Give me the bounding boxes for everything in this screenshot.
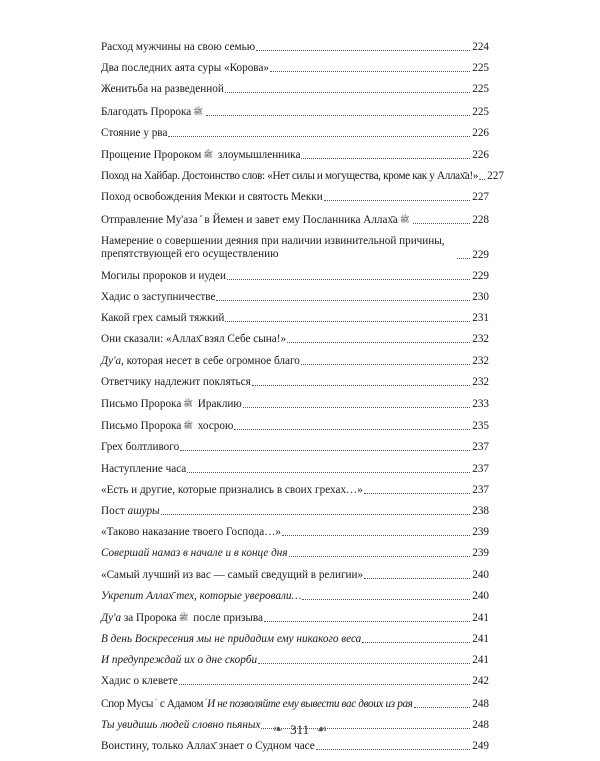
toc-entry-title: Два последних аята суры «Корова» [101,62,270,75]
toc-entry-title: Воистину, только Аллах̄ знает о Судном часе [101,740,315,752]
title-text-after: с Адамом [157,697,204,710]
toc-entry-title: Расход мужчины на свою семью [101,41,256,53]
dot-leader [225,321,470,322]
toc-entry-title: Ответчику надлежит покляться [101,375,251,388]
title-text-after: злоумышленника [215,148,301,161]
toc-entry [101,191,489,204]
dot-leader [413,223,471,224]
toc-entry [101,419,489,433]
toc-entry-page: 225 [472,83,489,96]
toc-entry-title: Грех болтливого [101,441,180,454]
toc-entry-page: 232 [472,375,489,388]
title-text-after: в Йемен и завет ему Посланника Аллах̄а [201,213,398,226]
toc-entry-title: Женитьба на разведенной [101,83,224,96]
dot-leader [264,621,470,622]
toc-entry-page: 248 [472,697,489,710]
toc-entry-page: 230 [472,291,489,304]
dot-leader [168,136,470,137]
toc-entry-title [101,419,233,433]
dot-leader [324,200,471,201]
toc-entry [101,355,489,368]
toc-entry-page: 229 [472,248,489,261]
toc-entry-title: И предупреждай их о дне скорби [101,654,258,667]
toc-entry-title: Наступление часа [101,462,187,475]
dot-leader [414,707,471,708]
toc-entry [101,569,489,582]
toc-entry-title [101,505,160,518]
toc-entry-title: Какой грех самый тяжкий [101,312,225,325]
toc-entry-page: 229 [472,269,489,282]
toc-entry [101,62,489,75]
title-text: Письмо Пророка [101,420,182,433]
toc-entry [101,740,489,753]
salawat-sign-icon: ﷺ [203,149,214,159]
toc-entry [101,611,489,625]
toc-entry [101,170,504,183]
dot-leader [206,115,470,116]
toc-entry-page: 241 [472,654,489,667]
dot-leader [270,71,470,72]
dot-leader [227,279,470,280]
toc-entry-page: 233 [472,398,489,410]
title-text: Спор Мусы [101,697,154,710]
toc-entry-title: Поход на Хайбар. Достоинство слов: «Нет силы и могущества, кроме как у Аллах̄а!» [101,170,479,183]
title-text-italic: Ду'а [101,611,122,624]
dot-leader [187,472,470,473]
toc-entry-page: 241 [472,611,489,624]
dot-leader [180,450,470,451]
toc-entry-page: 226 [472,148,489,161]
toc-entry [101,526,489,539]
dot-leader [252,385,470,386]
toc-entry [101,235,489,262]
dot-leader [289,556,471,557]
toc-entry-page: 240 [472,589,489,602]
title-text-italic: Ду'а [101,354,122,367]
title-text-after-2: после призыва [190,611,263,624]
toc-entry-title: Укрепит Аллах̄ тех, которые уверовали… [101,589,302,602]
toc-entry-page: 235 [472,420,489,433]
dot-leader [243,407,470,408]
toc-entry [101,484,489,497]
toc-entry [101,312,489,325]
title-text: Благодать Пророка [101,105,192,118]
toc-entry-page: 241 [472,633,489,646]
title-text-after: Ираклию [194,398,242,410]
dot-leader [301,364,470,365]
toc-entry-title: Поход освобождения Мекки и святость Мекки [101,191,323,204]
toc-entry [101,441,489,454]
toc-entry-page: 224 [472,41,489,53]
salawat-sign-icon: ﷺ [183,421,193,431]
dot-leader [258,663,470,664]
dot-leader [479,179,485,180]
page-footer [0,722,600,738]
toc-entry-title: «Есть и другие, которые признались в своих грехах…» [101,483,363,496]
toc-entry-title [101,697,413,711]
title-text: Пост [101,504,125,517]
toc-entry-title: Хадис о клевете [101,675,178,688]
salawat-sign-icon: ﷺ [178,612,189,622]
dot-leader [216,300,470,301]
salawat-sign-icon: ﷺ [183,399,193,408]
table-of-contents [101,41,504,761]
toc-entry [101,547,489,560]
dot-leader [301,158,470,159]
toc-entry-title: «Таково наказание твоего Господа…» [101,526,281,539]
toc-entry [101,463,489,476]
toc-entry [101,270,489,283]
salawat-sign-icon: ﷺ [399,214,410,224]
toc-entry-page: 227 [472,191,489,204]
toc-entry-title [101,105,205,119]
toc-entry-page: 228 [472,213,489,226]
toc-entry [101,291,489,304]
toc-entry [101,376,489,389]
toc-entry-title [101,611,263,625]
dot-leader [179,684,470,685]
dot-leader [225,92,470,93]
toc-entry [101,41,489,54]
toc-entry-title: Хадис о заступничестве [101,291,216,304]
toc-entry [101,333,489,346]
toc-entry [101,148,489,162]
title-text-italic: ашуры [127,504,160,517]
dot-leader [161,514,471,515]
toc-entry [101,397,489,411]
dot-leader [364,493,470,494]
toc-entry-title: Совершай намаз в начале и в конце дня [101,547,288,560]
ornament-right-icon: ☙ [316,722,328,736]
toc-entry-page: 225 [472,105,489,118]
title-text: Отправление Му'аза [101,213,198,226]
toc-entry-title: Стояние у рва [101,126,168,139]
toc-entry [101,213,489,227]
title-text-after: хосрою [194,420,234,433]
toc-entry-title: Ты увидишь людей словно пьяных [101,718,261,731]
title-text-after: , которая несет в себе огромное благо [121,354,300,367]
toc-entry-page: 239 [472,526,489,539]
toc-entry-page: 242 [472,675,489,688]
ornament-left-icon: ❧ [272,722,283,736]
toc-entry-page: 237 [472,462,489,475]
toc-entry [101,675,489,688]
toc-entry-page: 248 [472,718,489,731]
toc-entry-page: 232 [472,333,489,346]
toc-entry [101,105,489,119]
title-text: Прощение Пророком [101,148,202,161]
toc-entry-page: 240 [472,568,489,581]
toc-entry-title: Они сказали: «Аллах̄ взял Себе сына!» [101,333,287,346]
toc-entry [101,83,489,96]
dot-leader [282,535,470,536]
toc-entry-page: 225 [472,62,489,75]
toc-entry [101,654,489,667]
toc-entry [101,505,489,518]
dot-leader [364,578,470,579]
toc-entry-page: 249 [472,740,489,752]
toc-entry-page: 237 [472,441,489,454]
toc-entry-title [101,148,300,162]
dot-leader [457,258,470,259]
toc-entry [101,633,489,646]
page-number: 311 [290,722,310,737]
toc-entry-title: Могилы пророков и иудеи [101,269,226,282]
toc-entry-page: 238 [472,504,489,517]
toc-entry [101,697,489,711]
dot-leader [256,50,470,51]
toc-entry-page: 227 [487,170,504,183]
toc-entry-title [101,397,242,411]
toc-entry-page: 231 [472,312,489,325]
dot-leader [287,342,470,343]
toc-entry-title: Намерение о совершении деяния при наличии извинительной причины, препятствующей его осуществлению [101,234,445,261]
toc-entry [101,127,489,140]
toc-entry-page: 232 [472,354,489,367]
dot-leader [362,642,470,643]
toc-entry-page: 239 [472,547,489,560]
dot-leader [302,599,470,600]
toc-entry-page: 226 [472,126,489,139]
salawat-sign-icon: ﷺ [193,106,203,116]
title-text-italic: И не позволяйте ему вывести вас двоих из рая [207,697,413,710]
toc-entry-title [101,355,300,368]
title-text: Письмо Пророка [101,398,182,410]
toc-entry-page: 237 [472,483,489,496]
toc-entry-title [101,213,412,227]
title-text-after: за Пророка [123,611,177,624]
toc-entry [101,590,489,603]
dot-leader [234,429,470,430]
toc-entry-title: В день Воскресения мы не придадим ему никакого веса [101,633,362,646]
toc-entry-title: «Самый лучший из вас — самый сведущий в религии» [101,568,364,581]
